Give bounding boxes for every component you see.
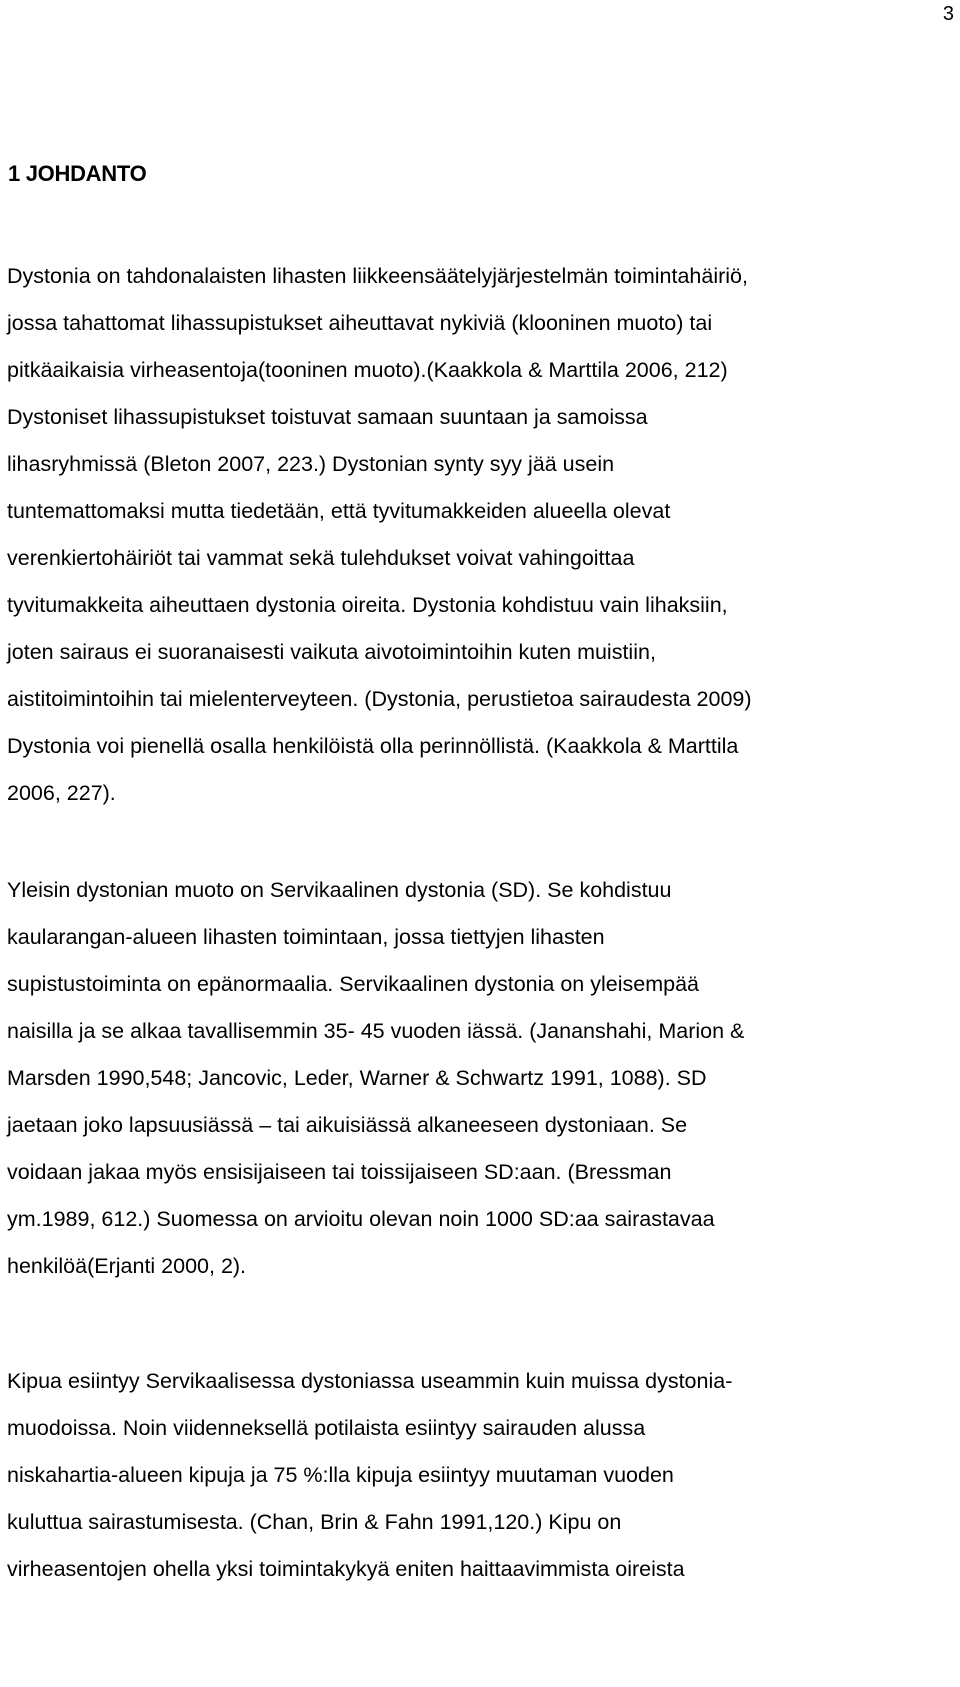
text-line: Marsden 1990,548; Jancovic, Leder, Warner & Schwartz 1991, 1088). SD [7,1066,707,1090]
text-line: verenkiertohäiriöt tai vammat sekä tulehdukset voivat vahingoittaa [7,546,635,570]
paragraph-cervical-dystonia [7,867,960,1290]
text-line: jossa tahattomat lihassupistukset aiheuttavat nykiviä (klooninen muoto) tai [7,311,713,335]
text-line: Kipua esiintyy Servikaalisessa dystoniassa useammin kuin muissa dystonia- [7,1369,733,1393]
page-number: 3 [942,3,954,25]
text-line: kaularangan-alueen lihasten toimintaan, jossa tiettyjen lihasten [7,925,605,949]
text-line: supistustoiminta on epänormaalia. Servikaalinen dystonia on yleisempää [7,972,699,996]
text-line: pitkäaikaisia virheasentoja(tooninen muoto).(Kaakkola & Marttila 2006, 212) [7,358,728,382]
text-line: niskahartia-alueen kipuja ja 75 %:lla kipuja esiintyy muutaman vuoden [7,1463,674,1487]
section-heading: 1 JOHDANTO [8,161,147,186]
text-line: 2006, 227). [7,781,116,805]
text-line: lihasryhmissä (Bleton 2007, 223.) Dystonian synty syy jää usein [7,452,615,476]
text-line: henkilöä(Erjanti 2000, 2). [7,1254,247,1278]
text-line: virheasentojen ohella yksi toimintakykyä eniten haittaavimmista oireista [7,1557,685,1581]
paragraph-dystonia-definition [7,253,960,817]
text-line: joten sairaus ei suoranaisesti vaikuta aivotoimintoihin kuten muistiin, [7,640,656,664]
text-line: jaetaan joko lapsuusiässä – tai aikuisiässä alkaneeseen dystoniaan. Se [7,1113,688,1137]
text-line: Dystonia voi pienellä osalla henkilöistä olla perinnöllistä. (Kaakkola & Marttila [7,734,739,758]
text-line: kuluttua sairastumisesta. (Chan, Brin & Fahn 1991,120.) Kipu on [7,1510,622,1534]
text-line: ym.1989, 612.) Suomessa on arvioitu olevan noin 1000 SD:aa sairastavaa [7,1207,715,1231]
text-line: tyvitumakkeita aiheuttaen dystonia oireita. Dystonia kohdistuu vain lihaksiin, [7,593,728,617]
paragraph-pain [7,1358,960,1593]
text-line: Dystonia on tahdonalaisten lihasten liikkeensäätelyjärjestelmän toimintahäiriö, [7,264,748,288]
text-line: voidaan jakaa myös ensisijaiseen tai toissijaiseen SD:aan. (Bressman [7,1160,672,1184]
text-line: Dystoniset lihassupistukset toistuvat samaan suuntaan ja samoissa [7,405,648,429]
text-line: aistitoimintoihin tai mielenterveyteen. (Dystonia, perustietoa sairaudesta 2009) [7,687,752,711]
text-line: muodoissa. Noin viidenneksellä potilaista esiintyy sairauden alussa [7,1416,646,1440]
text-line: tuntemattomaksi mutta tiedetään, että tyvitumakkeiden alueella olevat [7,499,671,523]
text-line: Yleisin dystonian muoto on Servikaalinen dystonia (SD). Se kohdistuu [7,878,672,902]
text-line: naisilla ja se alkaa tavallisemmin 35- 45 vuoden iässä. (Jananshahi, Marion & [7,1019,745,1043]
